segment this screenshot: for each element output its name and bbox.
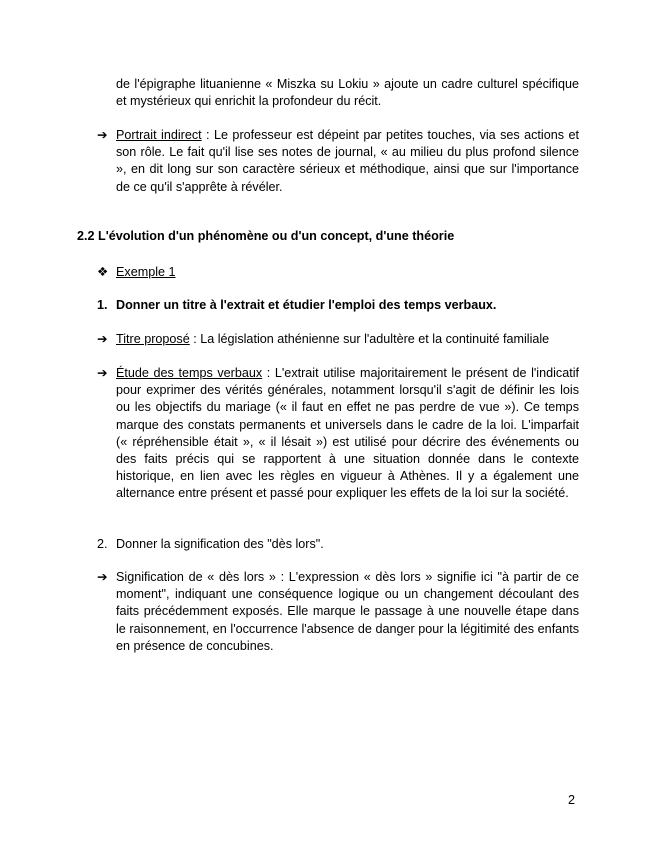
signification-body: L'expression « dès lors » signifie ici "à partir de ce moment", indiquant une conséquence logique ou un changement découlant des faits précédemment exposés. Elle marque le passage à une nouvelle étape dans le raisonnement, en l'occurrence l'absence de danger pour la légitimité des enfants en présence de concubines. [116,570,579,653]
signification-paragraph [97,569,579,655]
signification-label: Signification de « dès lors » : [116,570,285,584]
title-proposed-paragraph [97,331,579,348]
portrait-paragraph [97,127,579,196]
arrow-icon: ➔ [97,366,108,380]
intro-paragraph [97,76,579,110]
question-1-number: 1. [97,298,108,312]
example-line [97,264,579,281]
intro-text: de l'épigraphe lituanienne « Miszka su Lokiu » ajoute un cadre culturel spécifique et mystérieux qui enrichit la profondeur du récit. [116,77,579,109]
section-heading: 2.2 L'évolution d'un phénomène ou d'un concept, d'une théorie [77,229,455,243]
title-proposed-text [116,331,579,348]
signification-text [116,569,579,655]
arrow-icon: ➔ [97,570,108,584]
title-proposed-body: : La législation athénienne sur l'adultère et la continuité familiale [189,332,550,346]
verb-study-body: : L'extrait utilise majoritairement le présent de l'indicatif pour exprimer des vérités générales, notamment lorsqu'il s'agit de définir les lois ou les objectifs du mariage (« il faut en effet ne pas perdre de vue »). Ce temps marque des constats permanents et universels dans le cadre de la loi. L'imparfait (« répréhensible était », « il lésait ») est utilisé pour décrire des événements ou des faits précis qui se rapportent à une situation donnée dans le contexte historique, en lien avec les règles en vigueur à Athènes. Il y a également une alternance entre présent et passé pour expliquer les effets de la loi sur la société. [116,366,579,501]
question-2 [97,536,579,553]
portrait-text [116,127,579,196]
portrait-body: : Le professeur est dépeint par petites touches, via ses actions et son rôle. Le fait qu'il lise ses notes de journal, « au milieu du plus profond silence », en dit long sur son caractère sérieux et méthodique, ainsi que sur l'importance de ce qu'il s'apprête à révéler. [116,128,579,194]
verb-study-label: Étude des temps verbaux [116,366,263,380]
question-1-text: Donner un titre à l'extrait et étudier l'emploi des temps verbaux. [116,298,497,312]
portrait-label: Portrait indirect [116,128,202,142]
question-2-text: Donner la signification des "dès lors". [116,537,324,551]
arrow-icon: ➔ [97,332,108,346]
verb-study-paragraph [97,365,579,503]
arrow-icon: ➔ [97,128,108,142]
page-number: 2 [568,793,576,807]
verb-study-text [116,365,579,503]
question-1 [97,297,579,314]
diamond-bullet-icon: ❖ [97,265,109,279]
question-2-number: 2. [97,537,108,551]
title-proposed-label: Titre proposé [116,332,190,346]
example-label: Exemple 1 [116,265,176,279]
